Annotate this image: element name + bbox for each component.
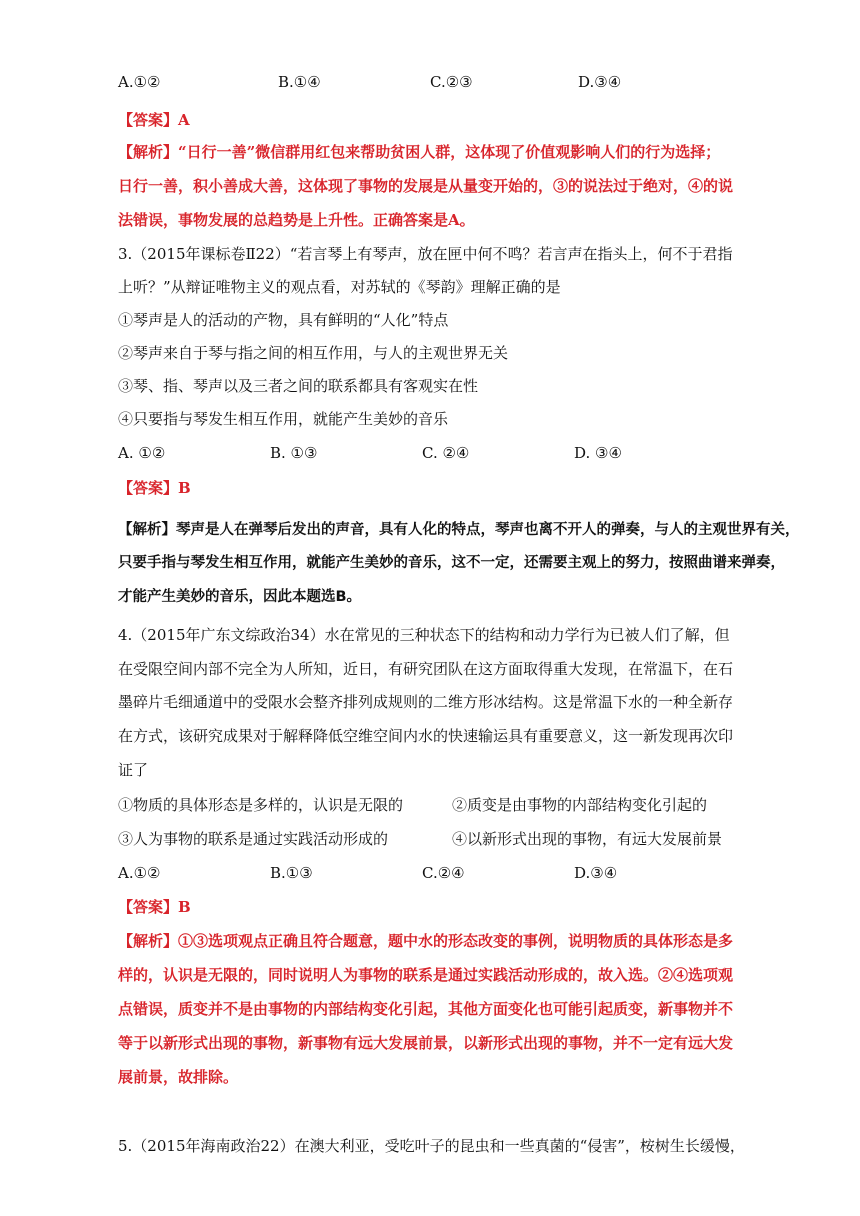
q2-option-c: C.②③ bbox=[430, 73, 473, 91]
q3-statement-2: ②琴声来自于琴与指之间的相互作用，与人的主观世界无关 bbox=[118, 344, 509, 362]
q3-analysis-line-3: 才能产生美妙的音乐，因此本题选B。 bbox=[118, 589, 362, 605]
q4-statements-row-1 bbox=[118, 795, 707, 815]
q3-answer: 【答案】B bbox=[118, 479, 191, 497]
q4-stem-line-2: 在受限空间内部不完全为人所知，近日，有研究团队在这方面取得重大发现，在常温下，在石 bbox=[118, 660, 734, 678]
q4-statements-row-2 bbox=[118, 829, 722, 849]
q2-options bbox=[118, 72, 621, 92]
q3-option-a: A. ①② bbox=[118, 444, 166, 462]
q4-analysis-line-3: 点错误，质变并不是由事物的内部结构变化引起，其他方面变化也可能引起质变，新事物并不 bbox=[118, 1000, 734, 1018]
q4-stem-line-5: 证了 bbox=[118, 761, 149, 779]
q4-analysis-line-5: 展前景，故排除。 bbox=[118, 1068, 239, 1086]
q3-stem-line-1: 3.（2015年课标卷Ⅱ22）“若言琴上有琴声，放在匣中何不鸣？若言声在指头上，何不于君指 bbox=[118, 245, 733, 263]
q2-option-d: D.③④ bbox=[578, 73, 622, 91]
q2-option-b: B.①④ bbox=[278, 73, 321, 91]
q2-option-a: A.①② bbox=[118, 73, 161, 91]
q3-statement-1: ①琴声是人的活动的产物，具有鲜明的“人化”特点 bbox=[118, 311, 449, 329]
q4-stem-line-3: 墨碎片毛细通道中的受限水会整齐排列成规则的二维方形冰结构。这是常温下水的一种全新存 bbox=[118, 693, 734, 711]
q4-option-c: C.②④ bbox=[422, 864, 465, 882]
q3-statement-4: ④只要指与琴发生相互作用，就能产生美妙的音乐 bbox=[118, 410, 449, 428]
q3-stem-line-2: 上听？”从辩证唯物主义的观点看，对苏轼的《琴韵》理解正确的是 bbox=[118, 278, 561, 296]
q3-option-b: B. ①③ bbox=[270, 444, 318, 462]
q3-analysis-line-1: 【解析】琴声是人在弹琴后发出的声音，具有人化的特点，琴声也离不开人的弹奏，与人的主观世界有关， bbox=[118, 522, 800, 538]
q2-analysis-line-2: 日行一善，积小善成大善，这体现了事物的发展是从量变开始的，③的说法过于绝对，④的说 bbox=[118, 177, 734, 195]
q3-option-d: D. ③④ bbox=[574, 444, 622, 462]
q3-statement-3: ③琴、指、琴声以及三者之间的联系都具有客观实在性 bbox=[118, 377, 479, 395]
q3-options bbox=[118, 443, 622, 463]
q4-statement-2: ②质变是由事物的内部结构变化引起的 bbox=[452, 796, 708, 814]
q2-answer: 【答案】A bbox=[118, 111, 190, 129]
q2-analysis-line-3: 法错误，事物发展的总趋势是上升性。正确答案是A。 bbox=[118, 211, 475, 229]
q4-analysis-line-1: 【解析】①③选项观点正确且符合题意，题中水的形态改变的事例，说明物质的具体形态是多 bbox=[118, 932, 734, 950]
q4-statement-1: ①物质的具体形态是多样的，认识是无限的 bbox=[118, 796, 404, 814]
q4-option-b: B.①③ bbox=[270, 864, 313, 882]
q4-option-d: D.③④ bbox=[574, 864, 618, 882]
q4-option-a: A.①② bbox=[118, 864, 161, 882]
q4-answer: 【答案】B bbox=[118, 898, 191, 916]
q4-stem-line-1: 4.（2015年广东文综政治34）水在常见的三种状态下的结构和动力学行为已被人们了解，但 bbox=[118, 626, 730, 644]
q3-option-c: C. ②④ bbox=[422, 444, 470, 462]
q4-options bbox=[118, 863, 617, 883]
q4-analysis-line-4: 等于以新形式出现的事物，新事物有远大发展前景，以新形式出现的事物，并不一定有远大发 bbox=[118, 1034, 734, 1052]
q4-statement-3: ③人为事物的联系是通过实践活动形成的 bbox=[118, 830, 389, 848]
q4-analysis-line-2: 样的，认识是无限的，同时说明人为事物的联系是通过实践活动形成的，故入选。②④选项观 bbox=[118, 966, 734, 984]
q3-analysis-line-2: 只要手指与琴发生相互作用，就能产生美妙的音乐，这不一定，还需要主观上的努力，按照曲谱来弹奏， bbox=[118, 555, 785, 571]
q5-stem-line-1: 5.（2015年海南政治22）在澳大利亚，受吃叶子的昆虫和一些真菌的“侵害”，桉树生长缓慢， bbox=[118, 1137, 745, 1155]
q2-analysis-line-1: 【解析】“日行一善”微信群用红包来帮助贫困人群，这体现了价值观影响人们的行为选择； bbox=[118, 143, 721, 161]
q4-statement-4: ④以新形式出现的事物，有远大发展前景 bbox=[452, 830, 723, 848]
q4-stem-line-4: 在方式，该研究成果对于解释降低空维空间内水的快速输运具有重要意义，这一新发现再次印 bbox=[118, 727, 734, 745]
